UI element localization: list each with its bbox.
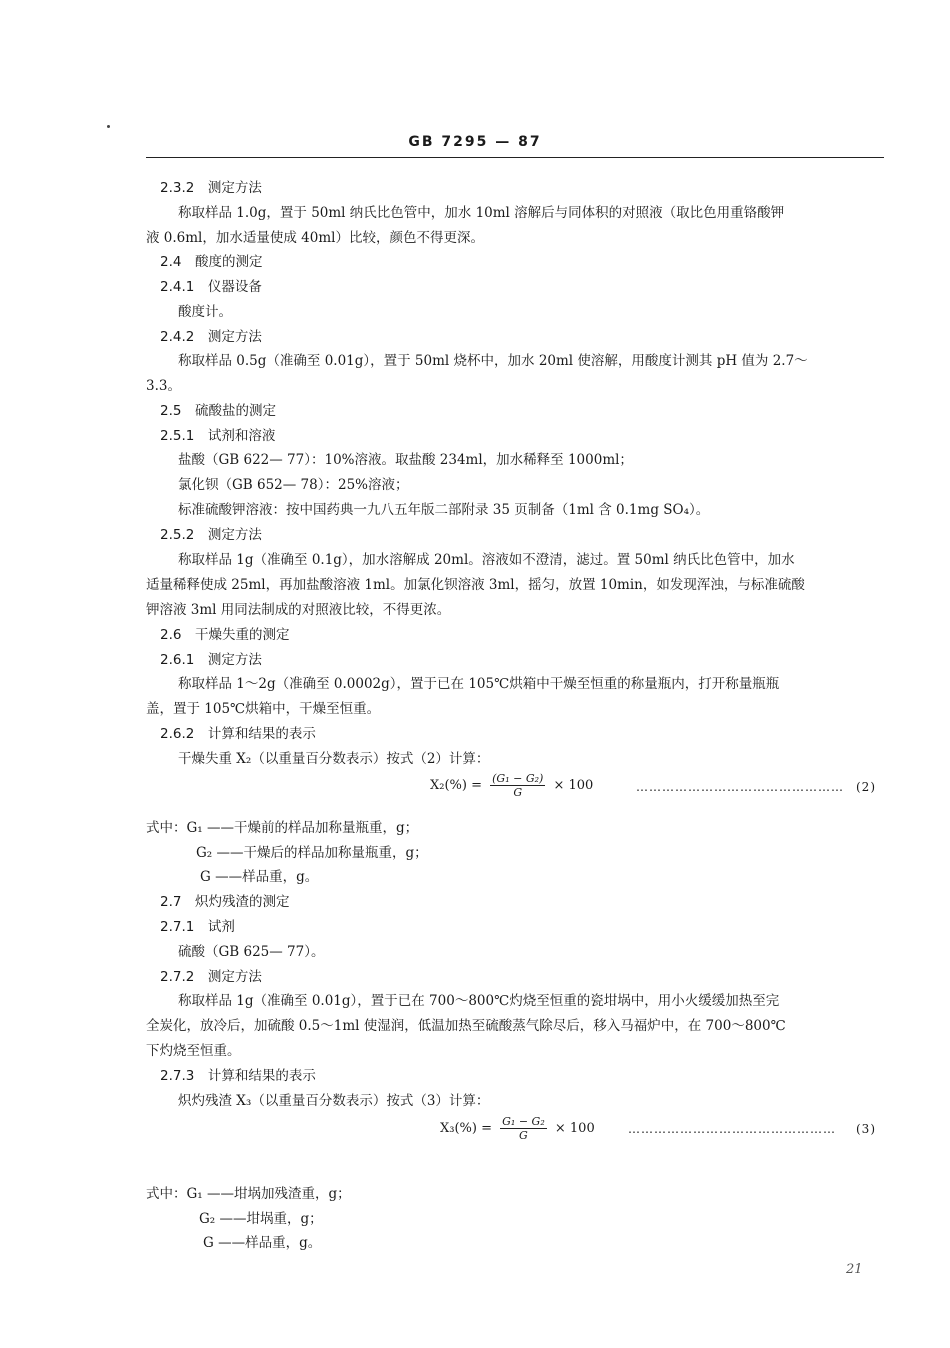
formula-3 <box>440 1115 595 1142</box>
formula-3-fraction <box>500 1115 547 1142</box>
formula-3-denominator: G <box>519 1129 528 1142</box>
formula-3-numerator: G₁ − G₂ <box>502 1115 545 1128</box>
section-heading: 2.6.1 测定方法 <box>160 652 262 668</box>
paragraph-line: 3.3。 <box>146 378 181 394</box>
formula-3-lhs: X₃(%) = <box>440 1121 492 1136</box>
paragraph-line: 全炭化，放冷后，加硫酸 0.5～1ml 使湿润，低温加热至硫酸蒸气除尽后，移入马福炉中，在 700～800℃ <box>146 1018 786 1034</box>
variable-definition: 式中：G₁ ——干燥前的样品加称量瓶重，g； <box>146 820 419 836</box>
paragraph-line: 硫酸（GB 625— 77）。 <box>178 944 325 960</box>
section-heading: 2.4.1 仪器设备 <box>160 279 262 295</box>
paragraph-line: 称取样品 1.0g，置于 50ml 纳氏比色管中，加水 10ml 溶解后与同体积的对照液（取比色用重铬酸钾 <box>178 205 785 221</box>
section-heading: 2.4.2 测定方法 <box>160 329 262 345</box>
paragraph-line: 干燥失重 X₂（以重量百分数表示）按式（2）计算： <box>178 751 490 767</box>
scan-speck <box>107 125 110 128</box>
paragraph-line: 下灼烧至恒重。 <box>146 1043 241 1059</box>
formula-2-fraction <box>490 772 545 799</box>
formula-2-tag: (2) <box>856 780 876 794</box>
paragraph-line: 称取样品 0.5g（准确至 0.01g），置于 50ml 烧杯中，加水 20ml 使溶解，用酸度计测其 pH 值为 2.7～ <box>178 353 808 369</box>
paragraph-line: 炽灼残渣 X₃（以重量百分数表示）按式（3）计算： <box>178 1093 490 1109</box>
paragraph-line: 酸度计。 <box>178 304 232 320</box>
section-heading: 2.7.3 计算和结果的表示 <box>160 1068 316 1084</box>
formula-2 <box>430 772 593 799</box>
section-heading: 2.7.1 试剂 <box>160 919 235 935</box>
paragraph-line: 标准硫酸钾溶液：按中国药典一九八五年版二部附录 35 页制备（1ml 含 0.1mg SO₄）。 <box>178 502 710 518</box>
formula-2-denominator: G <box>513 786 523 799</box>
paragraph-line: 称取样品 1～2g（准确至 0.0002g），置于已在 105℃烘箱中干燥至恒重的称量瓶内，打开称量瓶瓶 <box>178 676 780 692</box>
standard-header: GB 7295 — 87 <box>408 134 542 150</box>
paragraph-line: 液 0.6ml，加水适量使成 40ml）比较，颜色不得更深。 <box>146 230 484 246</box>
paragraph-line: 称取样品 1g（准确至 0.01g），置于已在 700～800℃灼烧至恒重的瓷坩埚中，用小火缓缓加热至完 <box>178 993 780 1009</box>
paragraph-line: 称取样品 1g（准确至 0.1g），加水溶解成 20ml。溶液如不澄清，滤过。置 50ml 纳氏比色管中，加水 <box>178 552 795 568</box>
variable-definition: G ——样品重，g。 <box>200 869 319 885</box>
paragraph-line: 氯化钡（GB 652— 78）：25%溶液； <box>178 477 409 493</box>
section-heading: 2.6.2 计算和结果的表示 <box>160 726 316 742</box>
paragraph-line: 盖，置于 105℃烘箱中，干燥至恒重。 <box>146 701 381 717</box>
paragraph-line: 钾溶液 3ml 用同法制成的对照液比较，不得更浓。 <box>146 602 451 618</box>
section-heading: 2.3.2 测定方法 <box>160 180 262 196</box>
variable-definition: 式中：G₁ ——坩埚加残渣重，g； <box>146 1186 351 1202</box>
formula-2-numerator: (G₁ − G₂) <box>492 772 544 785</box>
formula-2-lhs: X₂(%) = <box>430 778 482 793</box>
section-heading: 2.7 炽灼残渣的测定 <box>160 894 290 910</box>
page-number: 21 <box>846 1262 863 1277</box>
section-heading: 2.5.2 测定方法 <box>160 527 262 543</box>
formula-3-rhs: × 100 <box>554 1121 595 1136</box>
variable-definition: G ——样品重，g。 <box>203 1235 322 1251</box>
variable-definition: G₂ ——坩埚重，g； <box>199 1211 323 1227</box>
section-heading: 2.7.2 测定方法 <box>160 969 262 985</box>
paragraph-line: 盐酸（GB 622— 77）：10%溶液。取盐酸 234ml，加水稀释至 1000ml； <box>178 452 633 468</box>
section-heading: 2.5 硫酸盐的测定 <box>160 403 276 419</box>
formula-2-rhs: × 100 <box>553 778 594 793</box>
formula-2-leader-dots: ………………………………………… <box>636 780 844 794</box>
paragraph-line: 适量稀释使成 25ml，再加盐酸溶液 1ml。加氯化钡溶液 3ml，摇匀，放置 10min，如发现浑浊，与标准硫酸 <box>146 577 805 593</box>
section-heading: 2.5.1 试剂和溶液 <box>160 428 276 444</box>
section-heading: 2.6 干燥失重的测定 <box>160 627 290 643</box>
section-heading: 2.4 酸度的测定 <box>160 254 263 270</box>
header-rule <box>146 157 884 158</box>
formula-3-tag: (3) <box>856 1122 876 1136</box>
variable-definition: G₂ ——干燥后的样品加称量瓶重，g； <box>196 845 428 861</box>
formula-3-leader-dots: ………………………………………… <box>628 1122 836 1136</box>
